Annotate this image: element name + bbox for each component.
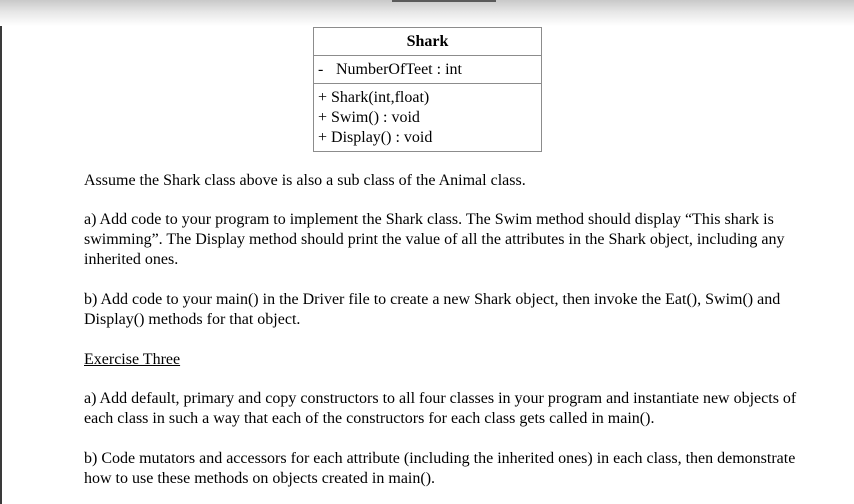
shark-task-a: a) Add code to your program to implement the Shark class. The Swim method should display “This shark is swimming”. The Display method should print the value of all the attributes in the Shark object, including any inherited ones. <box>84 211 785 268</box>
uml-class-name: Shark <box>314 28 541 56</box>
uml-attributes-section <box>314 56 541 84</box>
intro-paragraph: Assume the Shark class above is also a sub class of the Animal class. <box>84 172 526 189</box>
exercise-three-task-b: b) Code mutators and accessors for each attribute (including the inherited ones) in each class, then demonstrate how to use these methods on objects created in main(). <box>84 450 796 487</box>
uml-methods-section <box>314 84 541 151</box>
left-page-edge <box>0 26 2 504</box>
exercise-three-heading: Exercise Three <box>84 351 181 368</box>
top-shadow <box>0 0 854 26</box>
exercise-three-task-a: a) Add default, primary and copy constructors to all four classes in your program and instantiate new objects of each class in such a way that each of the constructors for each class gets called in main(). <box>84 390 797 427</box>
uml-attribute: NumberOfTeet : int <box>336 61 462 78</box>
uml-method-constructor: + Shark(int,float) <box>318 89 430 106</box>
uml-method-swim: + Swim() : void <box>318 109 420 126</box>
uml-attribute-visibility: - <box>318 61 324 78</box>
top-page-marker <box>392 0 496 2</box>
uml-class-diagram <box>313 27 542 152</box>
uml-method-display: + Display() : void <box>318 129 433 146</box>
shark-task-b: b) Add code to your main() in the Driver file to create a new Shark object, then invoke the Eat(), Swim() and Display() methods for that object. <box>84 291 781 328</box>
